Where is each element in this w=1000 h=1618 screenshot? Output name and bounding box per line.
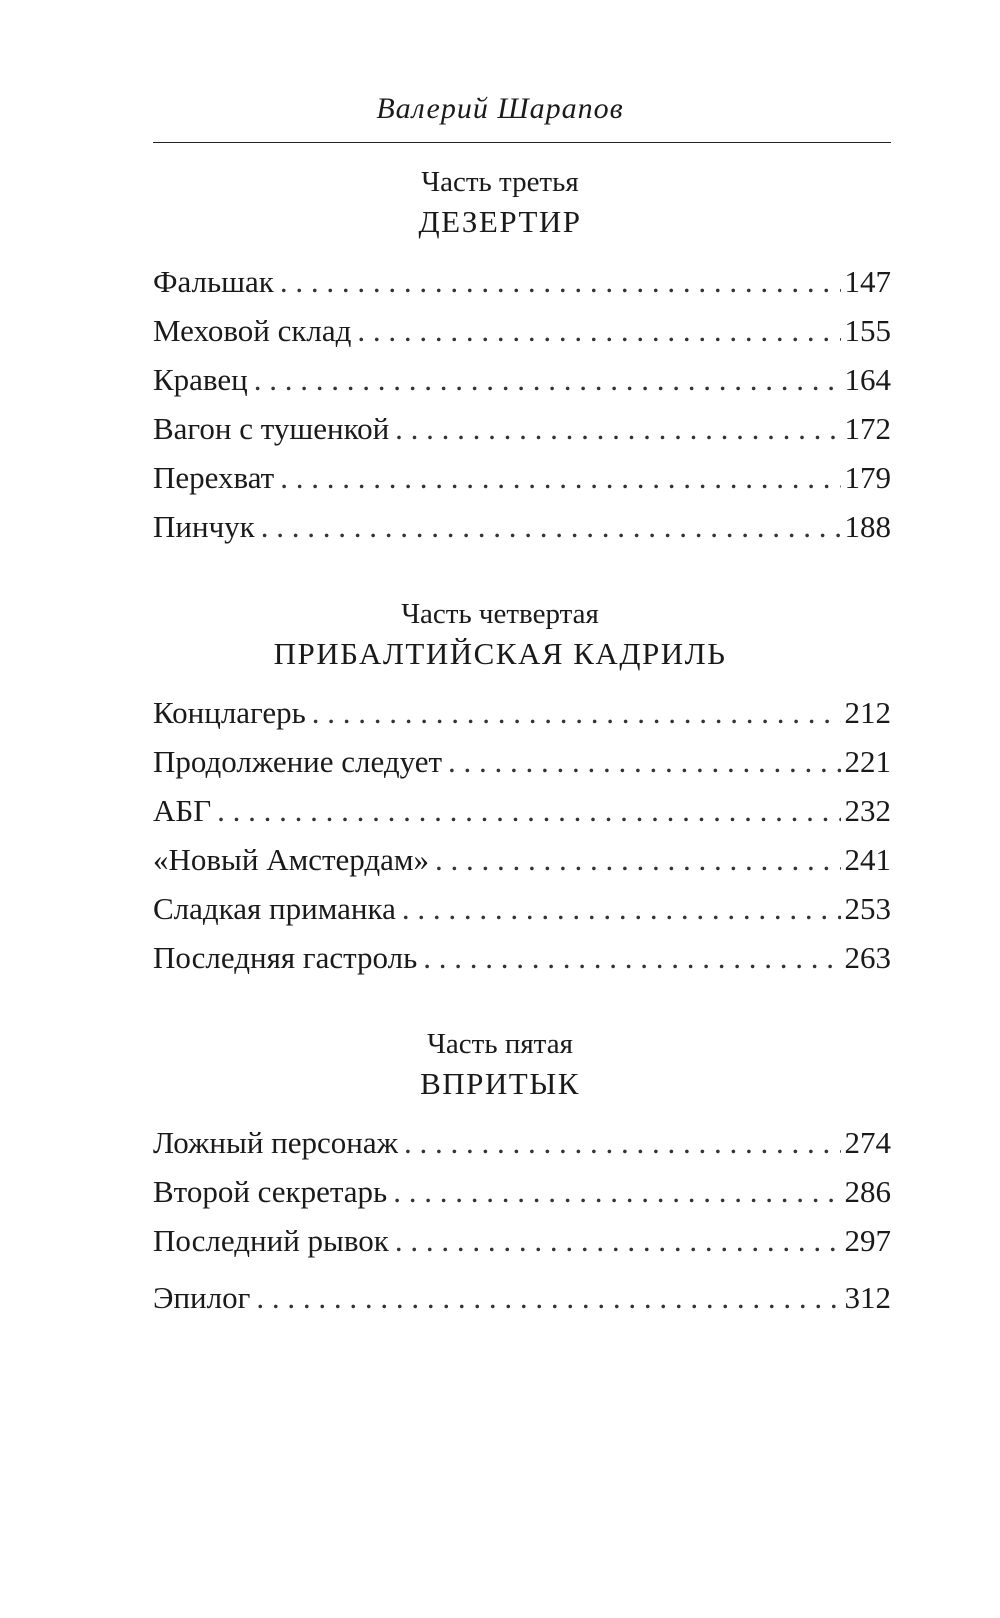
toc-entry-title: Последний рывок bbox=[153, 1223, 389, 1258]
toc-entry-page: 312 bbox=[844, 1280, 891, 1315]
toc-entry bbox=[153, 693, 891, 733]
toc-entry-title: Перехват bbox=[153, 460, 275, 495]
toc-entry-title: Эпилог bbox=[153, 1280, 251, 1315]
toc-entry bbox=[153, 742, 891, 782]
toc-entry-page: 172 bbox=[844, 411, 891, 446]
dot-leader bbox=[402, 889, 841, 929]
toc-entry-title: Сладкая приманка bbox=[153, 891, 396, 926]
dot-leader bbox=[448, 742, 840, 782]
dot-leader bbox=[404, 1123, 840, 1163]
toc-entry bbox=[153, 1221, 891, 1261]
dot-leader bbox=[435, 840, 840, 880]
dot-leader bbox=[261, 507, 841, 547]
toc-entry bbox=[153, 262, 891, 302]
toc-entry-page: 297 bbox=[844, 1223, 891, 1258]
toc-entry bbox=[153, 1172, 891, 1212]
toc-entry-title: «Новый Амстердам» bbox=[153, 842, 430, 877]
dot-leader bbox=[280, 458, 840, 498]
dot-leader bbox=[312, 693, 841, 733]
part-title: ДЕЗЕРТИР bbox=[418, 204, 582, 239]
part-title: ПРИБАЛТИЙСКАЯ КАДРИЛЬ bbox=[273, 636, 727, 671]
toc-entry-page: 147 bbox=[844, 264, 891, 299]
toc-entry-title: Последняя гастроль bbox=[153, 940, 418, 975]
dot-leader bbox=[393, 1172, 840, 1212]
toc-entry bbox=[153, 889, 891, 929]
toc-entry-page: 263 bbox=[844, 940, 891, 975]
toc-entry-page: 155 bbox=[844, 313, 891, 348]
toc-entry bbox=[153, 507, 891, 547]
dot-leader bbox=[254, 360, 841, 400]
toc-entry-title: Продолжение следует bbox=[153, 744, 443, 779]
toc-entry bbox=[153, 409, 891, 449]
dot-leader bbox=[280, 262, 841, 302]
part-label: Часть пятая bbox=[427, 1028, 573, 1060]
part-3-heading bbox=[0, 164, 1000, 242]
dot-leader bbox=[256, 1278, 840, 1318]
part-4-heading bbox=[0, 596, 1000, 674]
dot-leader bbox=[395, 409, 840, 449]
dot-leader bbox=[357, 311, 840, 351]
toc-entry bbox=[153, 791, 891, 831]
toc-entry-epilogue bbox=[153, 1278, 891, 1318]
dot-leader bbox=[395, 1221, 841, 1261]
toc-entry bbox=[153, 311, 891, 351]
part-label: Часть четвертая bbox=[401, 598, 599, 630]
toc-entry-page: 274 bbox=[844, 1125, 891, 1160]
toc-entry-title: Кравец bbox=[153, 362, 248, 397]
toc-entry bbox=[153, 360, 891, 400]
toc-entry-page: 221 bbox=[844, 744, 891, 779]
toc-entry-title: Ложный персонаж bbox=[153, 1125, 399, 1160]
toc-entry-title: Пинчук bbox=[153, 509, 255, 544]
toc-entry-page: 232 bbox=[844, 793, 891, 828]
toc-entry-page: 212 bbox=[844, 695, 891, 730]
part-5-heading bbox=[0, 1026, 1000, 1104]
toc-entry-title: Вагон с тушенкой bbox=[153, 411, 390, 446]
toc-entry-page: 286 bbox=[844, 1174, 891, 1209]
header-rule bbox=[153, 142, 891, 143]
toc-entry-page: 179 bbox=[844, 460, 891, 495]
toc-entry bbox=[153, 840, 891, 880]
toc-entry-title: Второй секретарь bbox=[153, 1174, 388, 1209]
toc-entry bbox=[153, 1123, 891, 1163]
toc-entry-title: АБГ bbox=[153, 793, 212, 828]
toc-entry-page: 188 bbox=[844, 509, 891, 544]
toc-entry-page: 241 bbox=[844, 842, 891, 877]
dot-leader bbox=[217, 791, 840, 831]
running-header-author: Валерий Шарапов bbox=[376, 92, 624, 125]
toc-entry-page: 164 bbox=[844, 362, 891, 397]
toc-entry-title: Фальшак bbox=[153, 264, 274, 299]
dot-leader bbox=[423, 938, 840, 978]
part-label: Часть третья bbox=[421, 166, 579, 198]
toc-entry bbox=[153, 938, 891, 978]
toc-entry-title: Меховой склад bbox=[153, 313, 352, 348]
toc-entry-title: Концлагерь bbox=[153, 695, 306, 730]
toc-entry bbox=[153, 458, 891, 498]
part-title: ВПРИТЫК bbox=[420, 1066, 580, 1101]
toc-entry-page: 253 bbox=[844, 891, 891, 926]
